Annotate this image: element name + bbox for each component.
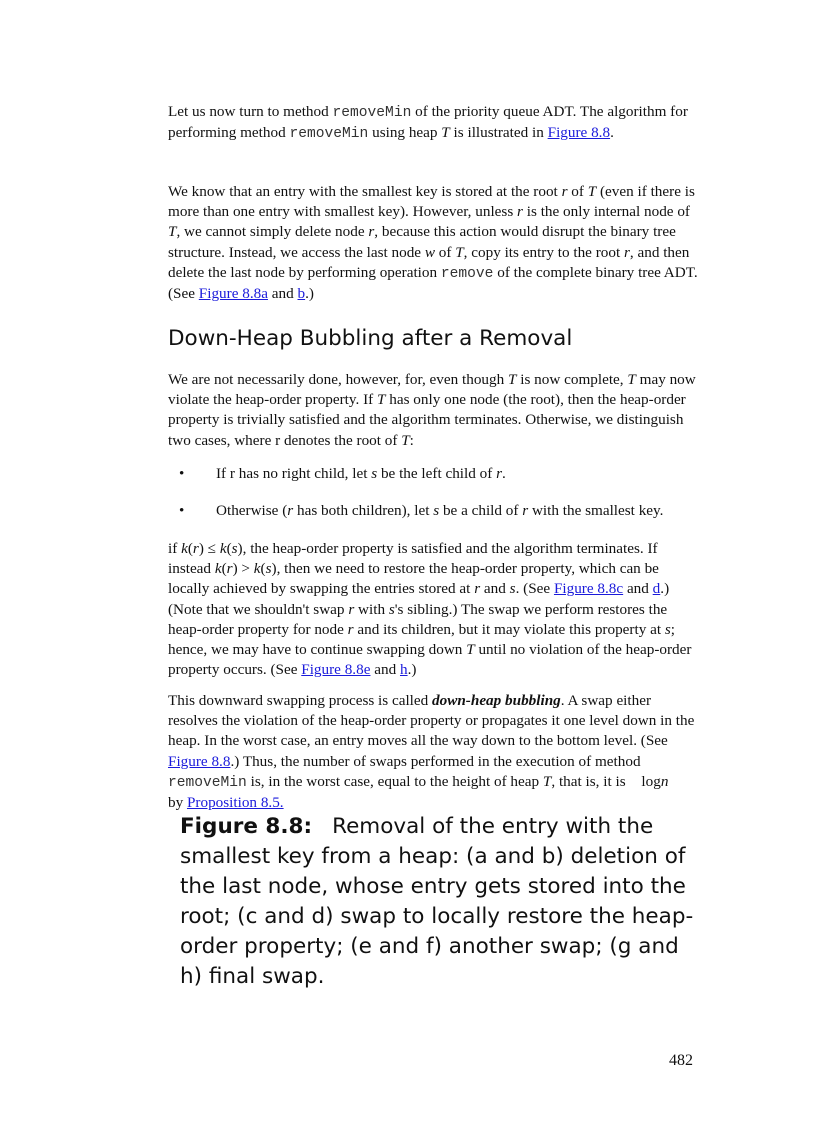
text: .: [502, 465, 506, 482]
var-s: s: [371, 465, 378, 482]
text: is now complete,: [516, 371, 628, 388]
var-r: r: [474, 580, 481, 598]
text: (: [226, 540, 232, 557]
text: .) Thus, the number of swaps performed in the execution of method: [230, 752, 641, 770]
text: (: [221, 560, 227, 578]
link-figure-8-8e[interactable]: Figure 8.8e: [301, 661, 371, 679]
text: with: [354, 600, 389, 618]
text: This downward swapping process is called: [168, 692, 433, 709]
text: of the complete binary tree ADT. (See: [168, 263, 698, 303]
link-figure-8-8a[interactable]: Figure 8.8a: [198, 285, 268, 303]
text: has only one node (the root), then the heap-order property is trivially satisfied and the algorithm terminates. Otherwise, we distinguish two cases, where r denotes the root of: [168, 391, 686, 449]
text: , and then delete the last node by performing operation: [168, 243, 690, 281]
var-r: r: [348, 600, 355, 618]
paragraph-swap-condition: [168, 539, 698, 680]
var-r: r: [287, 502, 294, 519]
var-t: T: [168, 223, 177, 241]
text: be a child of: [439, 502, 523, 519]
var-s: s: [433, 502, 440, 519]
var-k: k: [253, 560, 261, 578]
text: , we cannot simply delete node: [176, 223, 369, 241]
code-remove: remove: [440, 265, 494, 282]
text: and: [267, 285, 298, 303]
bullet-text: [216, 501, 663, 521]
text: and: [623, 580, 653, 598]
var-k: k: [181, 540, 188, 557]
var-t: T: [455, 243, 464, 261]
var-s: s: [388, 600, 395, 618]
text: .): [305, 285, 314, 303]
text: ) >: [232, 560, 254, 578]
text: Otherwise (: [216, 502, 288, 519]
var-w: w: [424, 243, 435, 261]
text: (: [260, 560, 266, 578]
bullet-dot: •: [179, 465, 185, 482]
text: if: [168, 540, 182, 557]
link-figure-8-8[interactable]: Figure 8.8: [168, 752, 231, 770]
text: ) ≤: [198, 540, 220, 557]
text: , because this action would disrupt the binary tree structure. Instead, we access the last node: [168, 223, 676, 261]
bullet-item-no-right-child: [168, 464, 698, 484]
link-figure-d[interactable]: d: [652, 580, 661, 598]
text: . (See: [515, 580, 554, 598]
figure-caption-text: Removal of the entry with the smallest key from a heap: (a and b) deletion of the last node, whose entry gets stored into the root; (c and d) swap to locally restore the heap-order property; (e and f) another swap; (g and h) final swap.: [180, 814, 694, 989]
var-t: T: [377, 391, 386, 409]
var-r: r: [226, 560, 233, 578]
figure-label: Figure 8.8:: [180, 814, 313, 839]
var-r: r: [623, 243, 630, 261]
text: :: [409, 431, 414, 449]
paragraph-down-heap-bubbling: [168, 691, 698, 813]
figure-caption: [180, 812, 700, 992]
paragraph-removemin-intro: [168, 102, 698, 144]
var-r: r: [517, 203, 523, 221]
text: , that is, it is: [551, 772, 630, 790]
text: We are not necessarily done, however, for, even though: [168, 371, 508, 388]
var-r: r: [192, 540, 199, 557]
var-r: r: [496, 465, 502, 482]
text: until no violation of the heap-order property occurs. (See: [168, 641, 692, 679]
text: be the left child of: [377, 465, 497, 482]
section-heading: Down-Heap Bubbling after a Removal: [168, 326, 573, 351]
var-r: r: [561, 183, 568, 200]
var-t: T: [401, 431, 410, 449]
text: .) (Note that we shouldn't swap: [168, 580, 670, 618]
code-removemin: removeMin: [332, 105, 412, 121]
text: using heap: [368, 124, 442, 142]
text: (: [187, 540, 193, 557]
text: may now violate the heap-order property. If: [168, 371, 696, 409]
bullet-text: [216, 464, 506, 484]
bullet-item-both-children: [168, 501, 698, 521]
code-removemin: removeMin: [289, 126, 369, 143]
var-t: T: [542, 772, 552, 790]
var-r: r: [368, 223, 375, 241]
text: and its children, but it may violate this property at: [353, 620, 665, 638]
var-k: k: [219, 540, 227, 557]
text: .): [407, 661, 417, 679]
var-t: T: [627, 371, 636, 388]
text: , copy its entry to the root: [463, 243, 624, 261]
text: Let us now turn to method: [168, 103, 333, 120]
text: and: [370, 661, 400, 679]
text: by: [168, 794, 187, 812]
text: and: [480, 580, 510, 598]
text: is, in the worst case, equal to the height of heap: [246, 772, 543, 790]
text: is the only internal node of: [522, 203, 690, 221]
text: , the heap-order property is satisfied and the algorithm terminates. If instead: [168, 540, 658, 578]
text: We know that an entry with the smallest key is stored at the root: [168, 183, 562, 200]
var-r: r: [347, 620, 354, 638]
var-s: s: [664, 620, 671, 638]
text: ; hence, we may have to continue swapping down: [168, 620, 675, 659]
var-t: T: [466, 641, 475, 659]
var-t: T: [441, 124, 450, 142]
text: of: [434, 243, 456, 261]
var-s: s: [509, 580, 516, 598]
text: ): [237, 540, 243, 557]
var-k: k: [214, 560, 222, 578]
code-removemin: removeMin: [168, 774, 247, 791]
link-figure-8-8c[interactable]: Figure 8.8c: [553, 580, 624, 598]
text: .: [610, 124, 614, 142]
text: , then we need to restore the heap-order property, which can be locally achieved by swapping the entries stored at: [168, 560, 659, 598]
link-figure-h[interactable]: h: [399, 661, 408, 679]
text: of: [567, 183, 588, 200]
var-s: s: [231, 540, 238, 557]
link-figure-b[interactable]: b: [297, 285, 306, 303]
text: 's sibling.) The swap we perform restores the heap-order property for node: [168, 600, 668, 638]
paragraph-root-removal: [168, 182, 698, 304]
text: is illustrated in: [449, 124, 548, 142]
bullet-dot: •: [179, 502, 185, 519]
paragraph-down-heap-intro: [168, 370, 698, 451]
math-log: log: [641, 772, 661, 790]
text: (even if there is more than one entry with smallest key). However, unless: [168, 183, 695, 221]
var-s: s: [265, 560, 272, 578]
text: If r has no right child, let: [216, 465, 372, 482]
var-t: T: [508, 371, 517, 388]
text: of the priority queue ADT. The algorithm for performing method: [168, 103, 688, 142]
var-r: r: [522, 502, 529, 519]
var-t: T: [587, 183, 597, 200]
link-proposition-8-5[interactable]: Proposition 8.5.: [186, 794, 284, 812]
var-n: n: [660, 772, 669, 790]
text: with the smallest key.: [528, 502, 664, 519]
link-figure-8-8[interactable]: Figure 8.8: [547, 124, 611, 142]
term-down-heap-bubbling: down-heap bubbling: [432, 692, 561, 709]
text: has both children), let: [293, 502, 434, 519]
text: . A swap either resolves the violation of the heap-order property or propagates it one level down in the heap. In the worst case, an entry moves all the way down to the bottom level. (See: [168, 692, 695, 750]
text: ): [271, 560, 277, 578]
page-number: 482: [669, 1052, 693, 1069]
